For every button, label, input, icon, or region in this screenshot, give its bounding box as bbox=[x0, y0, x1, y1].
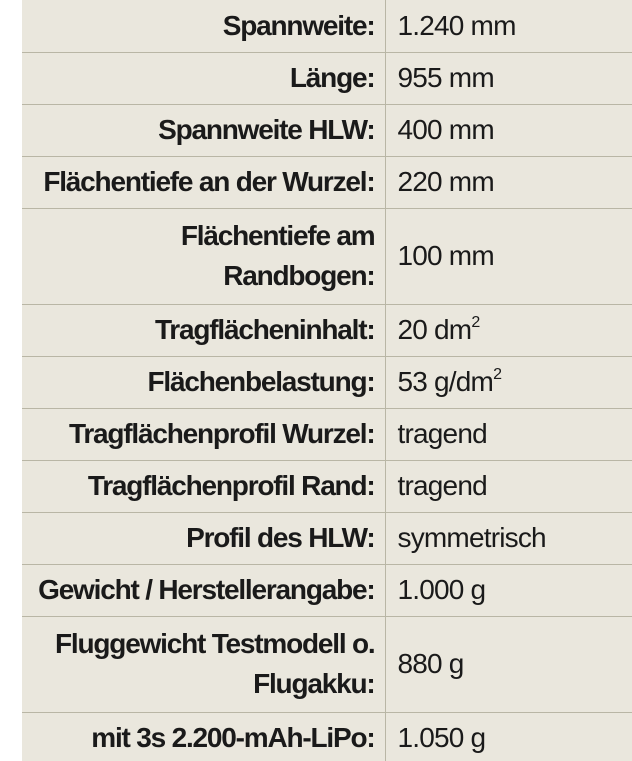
spec-label: Tragflächeninhalt: bbox=[22, 304, 385, 356]
spec-row-flaechentiefe-wurzel bbox=[22, 156, 632, 208]
spec-label: Länge: bbox=[22, 52, 385, 104]
spec-row-tragflaecheninhalt bbox=[22, 304, 632, 356]
spec-table bbox=[22, 0, 632, 761]
spec-value bbox=[385, 304, 632, 356]
spec-row-spannweite-hlw bbox=[22, 104, 632, 156]
spec-value-text: 20 dm bbox=[397, 314, 472, 345]
spec-value: 880 g bbox=[385, 616, 632, 712]
spec-label bbox=[22, 616, 385, 712]
spec-value: symmetrisch bbox=[385, 512, 632, 564]
spec-row-laenge bbox=[22, 52, 632, 104]
spec-value: 955 mm bbox=[385, 52, 632, 104]
spec-label-line1: Fluggewicht Testmodell o. bbox=[55, 628, 375, 659]
spec-label-line2: Randbogen: bbox=[223, 260, 375, 291]
spec-label: mit 3s 2.200-mAh-LiPo: bbox=[22, 712, 385, 761]
spec-row-fluggewicht bbox=[22, 616, 632, 712]
spec-label bbox=[22, 208, 385, 304]
spec-value-superscript: 2 bbox=[493, 365, 502, 383]
spec-label-line2: Flugakku: bbox=[253, 668, 375, 699]
spec-value-superscript: 2 bbox=[471, 313, 480, 331]
spec-label: Tragflächenprofil Rand: bbox=[22, 460, 385, 512]
spec-value-text: 53 g/dm bbox=[397, 366, 494, 397]
spec-label: Spannweite HLW: bbox=[22, 104, 385, 156]
spec-label: Flächentiefe an der Wurzel: bbox=[22, 156, 385, 208]
spec-label-line1: Flächentiefe am bbox=[180, 220, 375, 251]
spec-value: tragend bbox=[385, 408, 632, 460]
spec-row-flaechenbelastung bbox=[22, 356, 632, 408]
spec-label: Flächenbelastung: bbox=[22, 356, 385, 408]
spec-row-profil-rand bbox=[22, 460, 632, 512]
spec-value: 100 mm bbox=[385, 208, 632, 304]
spec-row-profil-hlw bbox=[22, 512, 632, 564]
spec-value: 220 mm bbox=[385, 156, 632, 208]
spec-value: tragend bbox=[385, 460, 632, 512]
spec-row-flaechentiefe-randbogen bbox=[22, 208, 632, 304]
spec-label: Profil des HLW: bbox=[22, 512, 385, 564]
spec-row-gewicht bbox=[22, 564, 632, 616]
spec-label: Gewicht / Herstellerangabe: bbox=[22, 564, 385, 616]
spec-label: Spannweite: bbox=[22, 0, 385, 52]
spec-value: 1.000 g bbox=[385, 564, 632, 616]
spec-row-profil-wurzel bbox=[22, 408, 632, 460]
spec-value: 1.240 mm bbox=[385, 0, 632, 52]
spec-value bbox=[385, 356, 632, 408]
spec-row-lipo bbox=[22, 712, 632, 761]
spec-value: 400 mm bbox=[385, 104, 632, 156]
spec-value: 1.050 g bbox=[385, 712, 632, 761]
spec-row-spannweite bbox=[22, 0, 632, 52]
spec-label: Tragflächenprofil Wurzel: bbox=[22, 408, 385, 460]
